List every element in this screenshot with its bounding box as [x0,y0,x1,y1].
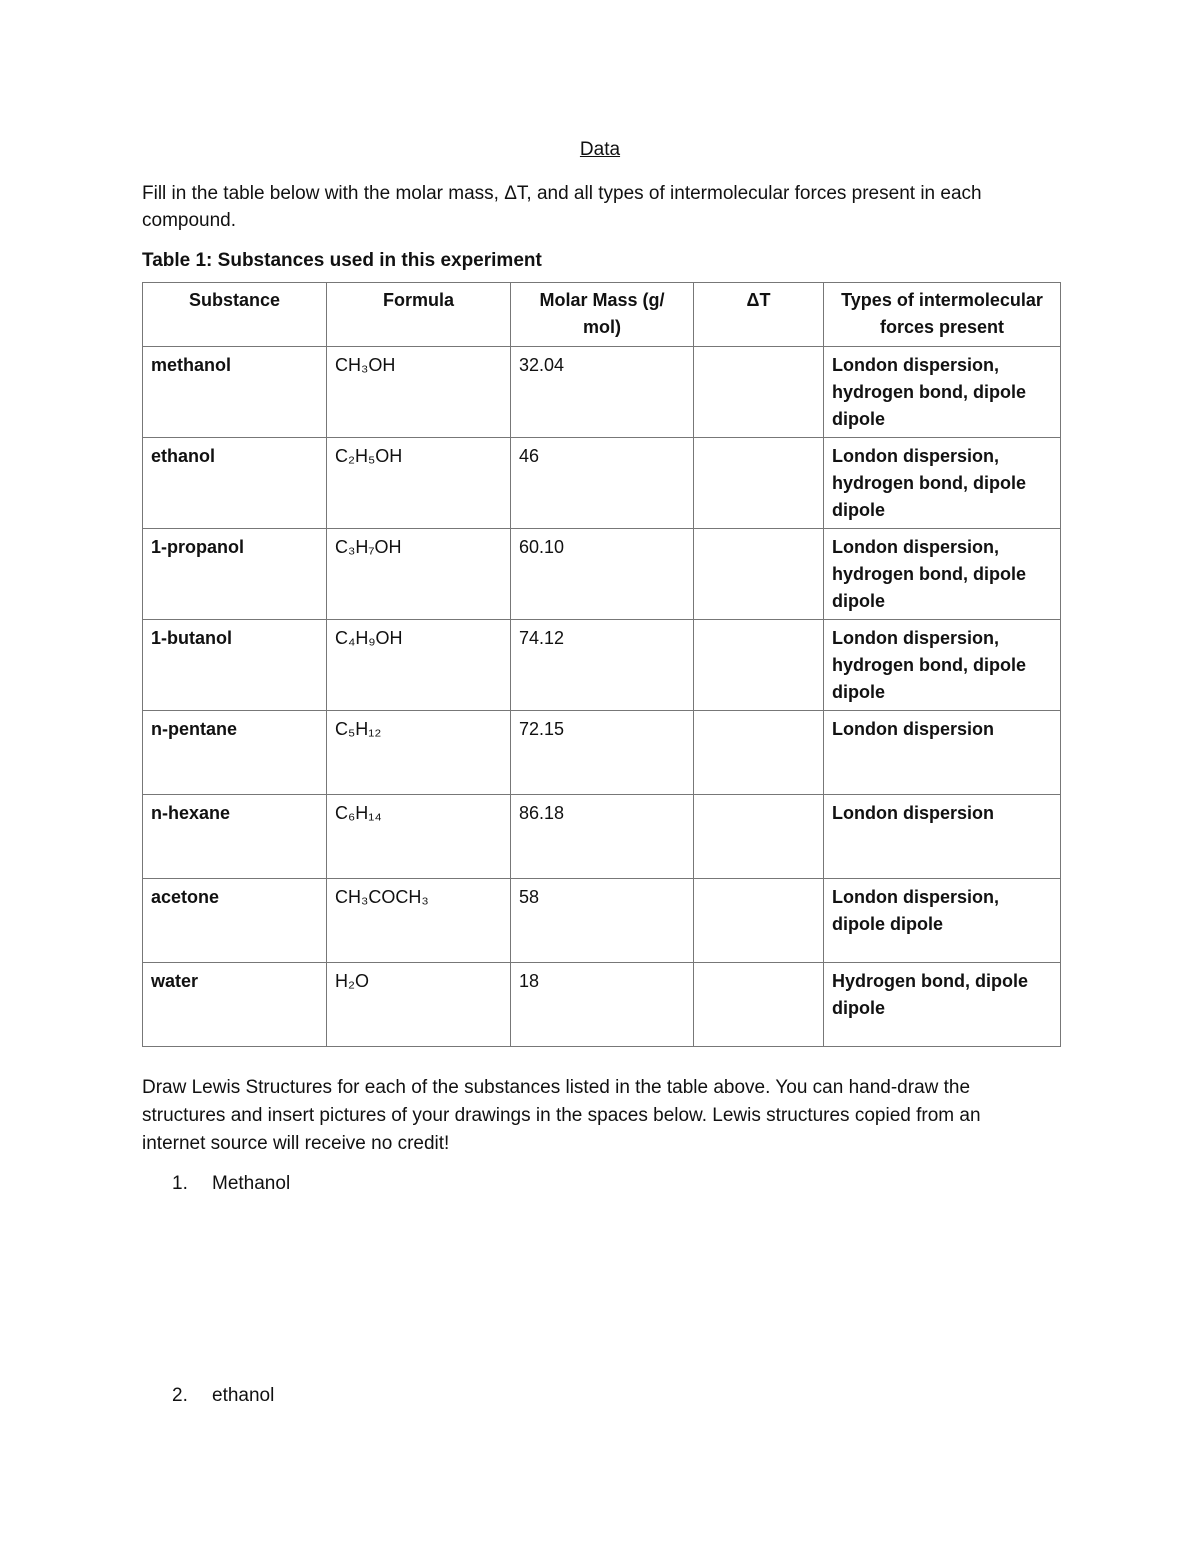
table-row [143,879,1061,963]
cell-forces: London dispersion, hydrogen bond, dipole dipole [824,620,1061,711]
header-formula: Formula [327,283,511,347]
cell-delta-t[interactable] [694,529,824,620]
cell-molar-mass: 74.12 [511,620,694,711]
cell-substance: ethanol [143,438,327,529]
cell-substance: 1-butanol [143,620,327,711]
cell-formula: C₃H₇OH [327,529,511,620]
table-row [143,438,1061,529]
cell-formula: C₄H₉OH [327,620,511,711]
table-caption: Table 1: Substances used in this experiment [142,250,542,271]
cell-molar-mass: 72.15 [511,711,694,795]
cell-substance: acetone [143,879,327,963]
cell-formula: CH₃COCH₃ [327,879,511,963]
cell-delta-t[interactable] [694,879,824,963]
cell-delta-t[interactable] [694,711,824,795]
cell-molar-mass: 60.10 [511,529,694,620]
substances-table [142,282,1061,1047]
cell-forces: London dispersion, hydrogen bond, dipole dipole [824,347,1061,438]
cell-delta-t[interactable] [694,795,824,879]
cell-substance: n-pentane [143,711,327,795]
cell-delta-t[interactable] [694,963,824,1047]
table-row [143,711,1061,795]
table-row [143,795,1061,879]
intro-paragraph: Fill in the table below with the molar mass, ΔT, and all types of intermolecular forces present in each compound. [142,183,982,231]
cell-delta-t[interactable] [694,347,824,438]
cell-delta-t[interactable] [694,438,824,529]
cell-formula: H₂O [327,963,511,1047]
table-row [143,963,1061,1047]
header-forces: Types of intermolecular forces present [824,283,1061,347]
list-label: ethanol [212,1385,275,1406]
cell-substance: methanol [143,347,327,438]
cell-substance: n-hexane [143,795,327,879]
cell-molar-mass: 86.18 [511,795,694,879]
table-row [143,529,1061,620]
cell-molar-mass: 58 [511,879,694,963]
cell-substance: 1-propanol [143,529,327,620]
cell-forces: London dispersion [824,711,1061,795]
cell-forces: London dispersion, hydrogen bond, dipole dipole [824,529,1061,620]
cell-delta-t[interactable] [694,620,824,711]
cell-molar-mass: 18 [511,963,694,1047]
cell-formula: C₆H₁₄ [327,795,511,879]
header-delta-t: ΔT [694,283,824,347]
cell-molar-mass: 46 [511,438,694,529]
cell-forces: London dispersion, dipole dipole [824,879,1061,963]
list-number: 2. [172,1385,188,1406]
table-header-row [143,283,1061,347]
cell-formula: C₅H₁₂ [327,711,511,795]
cell-molar-mass: 32.04 [511,347,694,438]
list-number: 1. [172,1173,188,1194]
table-row [143,347,1061,438]
cell-forces: London dispersion, hydrogen bond, dipole dipole [824,438,1061,529]
cell-forces: London dispersion [824,795,1061,879]
cell-substance: water [143,963,327,1047]
instructions-paragraph: Draw Lewis Structures for each of the substances listed in the table above. You can hand-draw the structures and insert pictures of your drawings in the spaces below. Lewis structures copied from an internet source will receive no credit! [142,1077,981,1154]
list-label: Methanol [212,1173,291,1194]
list-item [172,1173,290,1195]
list-item [172,1385,274,1407]
page-title: Data [579,139,621,160]
cell-formula: CH₃OH [327,347,511,438]
cell-forces: Hydrogen bond, dipole dipole [824,963,1061,1047]
header-molar-mass: Molar Mass (g/ mol) [511,283,694,347]
cell-formula: C₂H₅OH [327,438,511,529]
header-substance: Substance [143,283,327,347]
table-row [143,620,1061,711]
